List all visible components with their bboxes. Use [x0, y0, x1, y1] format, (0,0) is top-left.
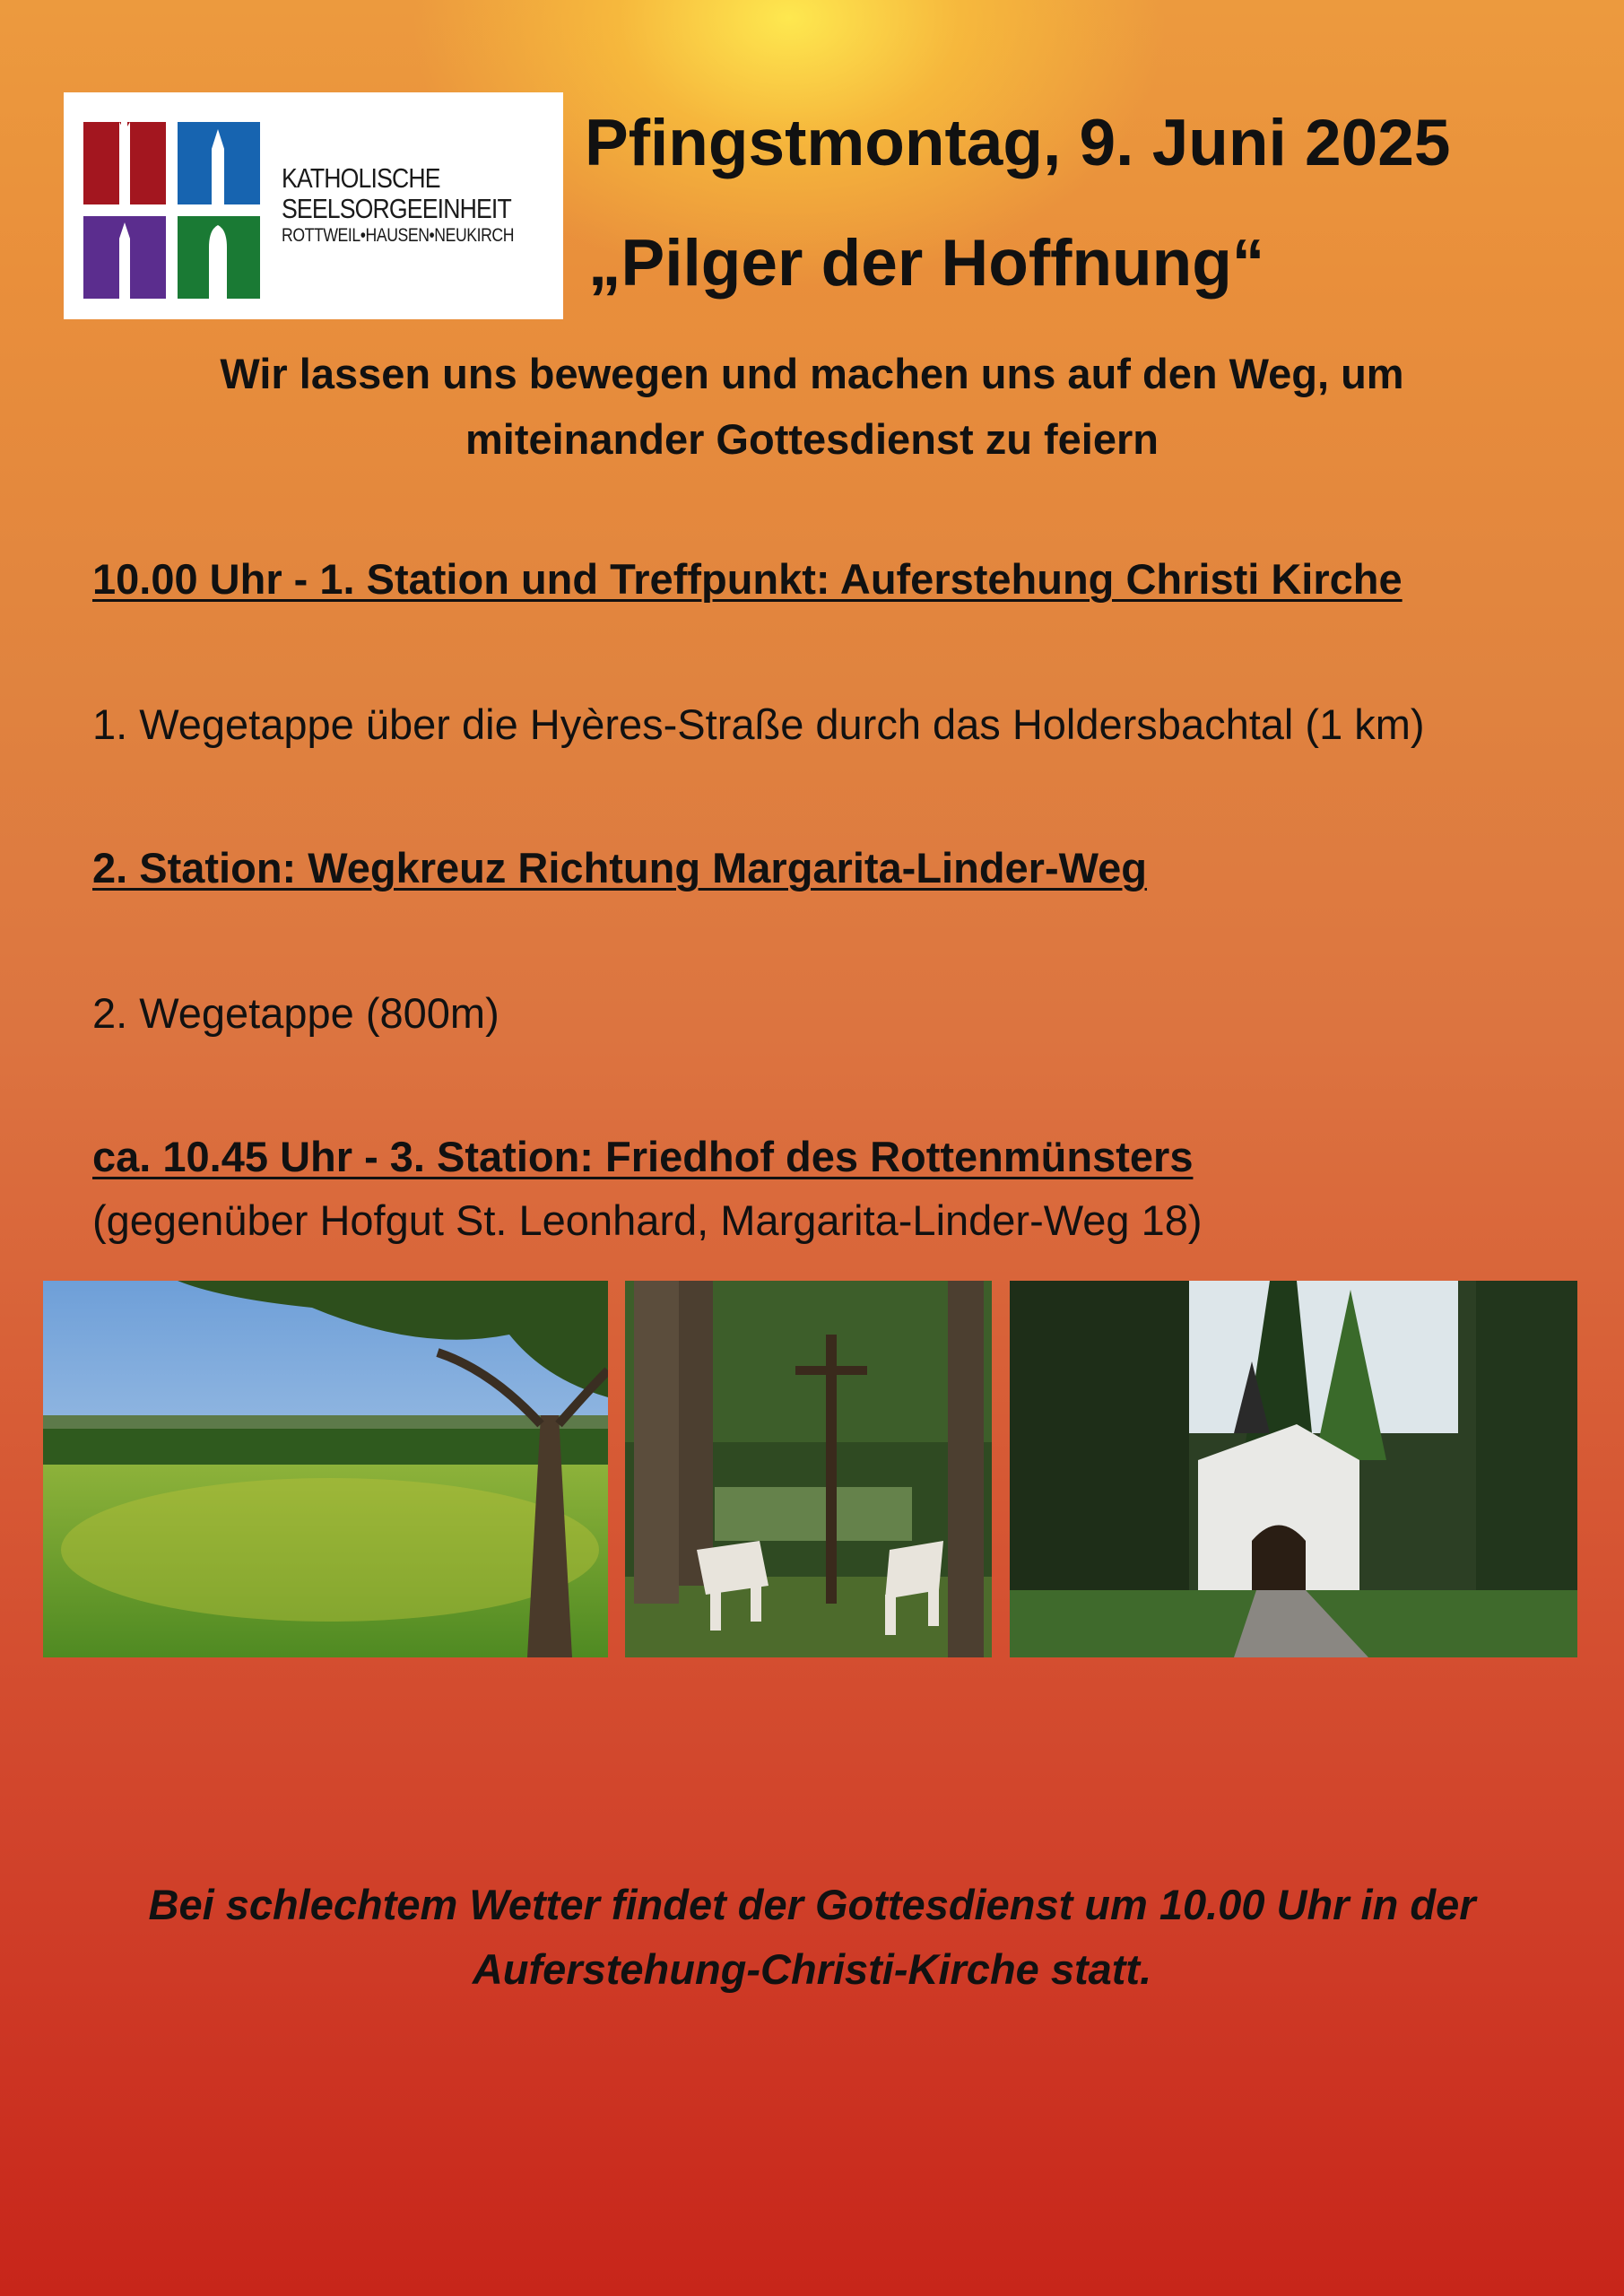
bad-weather-notice — [0, 1873, 1624, 2002]
chapel-image-icon — [1010, 1281, 1577, 1657]
leg-2-text: 2. Wegetappe (800m) — [92, 989, 499, 1037]
event-motto-title: „Pilger der Hoffnung“ — [588, 227, 1265, 300]
station-2-heading: 2. Station: Wegkreuz Richtung Margarita-Linder-Weg — [92, 844, 1147, 891]
station-1-heading: 10.00 Uhr - 1. Station und Treffpunkt: Auferstehung Christi Kirche — [92, 555, 1403, 603]
station-3-heading: ca. 10.45 Uhr - 3. Station: Friedhof des Rottenmünsters — [92, 1133, 1194, 1180]
logo-line-2: SEELSORGEEINHEIT — [282, 193, 511, 224]
logo-wordmark — [282, 164, 558, 245]
intro-line-2: miteinander Gottesdienst zu feiern — [465, 415, 1159, 463]
intro-text — [0, 341, 1624, 472]
church-spires-logo-icon — [83, 122, 260, 299]
photo-meadow-tree — [43, 1281, 608, 1657]
intro-line-1: Wir lassen uns bewegen und machen uns auf den Weg, um — [220, 350, 1404, 397]
leg-1-text: 1. Wegetappe über die Hyères-Straße durch das Holdersbachtal (1 km) — [92, 700, 1425, 748]
event-date-title: Pfingstmontag, 9. Juni 2025 — [585, 107, 1451, 179]
logo-line-3: ROTTWEIL•HAUSEN•NEUKIRCH — [282, 225, 515, 246]
logo-line-1: KATHOLISCHE — [282, 162, 440, 194]
wayside-cross-image-icon — [625, 1281, 992, 1657]
meadow-tree-image-icon — [43, 1281, 608, 1657]
notice-line-1: Bei schlechtem Wetter findet der Gottesdienst um 10.00 Uhr in der — [148, 1881, 1476, 1928]
photo-wayside-cross — [625, 1281, 992, 1657]
station-3-address: (gegenüber Hofgut St. Leonhard, Margarita-Linder-Weg 18) — [92, 1196, 1203, 1244]
parish-logo — [64, 92, 563, 319]
photo-cemetery-chapel — [1010, 1281, 1577, 1657]
notice-line-2: Auferstehung-Christi-Kirche statt. — [472, 1945, 1152, 1993]
